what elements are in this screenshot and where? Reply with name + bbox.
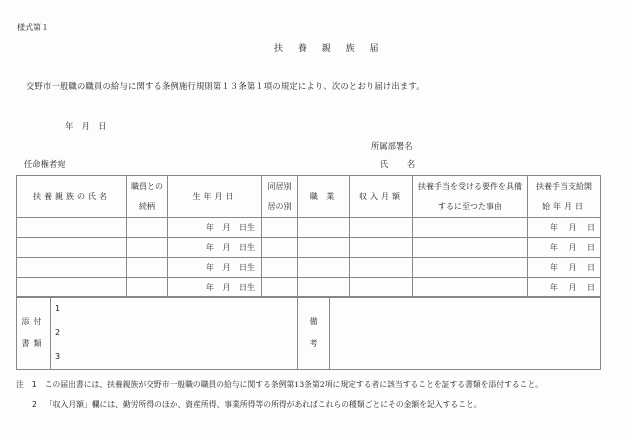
income-cell[interactable] <box>350 278 413 298</box>
note-number: 1 <box>31 380 37 389</box>
attachment-item[interactable]: 2 <box>55 328 61 337</box>
start-date-cell[interactable]: 年 月 日 <box>528 218 601 238</box>
cohabitation-cell[interactable] <box>262 218 298 238</box>
remarks-field[interactable] <box>330 297 601 370</box>
reason-cell[interactable] <box>413 238 528 258</box>
remarks-label: 備 考 <box>298 297 330 370</box>
header-dependent-name: 扶養親族の氏名 <box>17 176 127 218</box>
attachments-remarks-table <box>16 296 601 370</box>
document-title: 扶 養 親 族 届 <box>274 44 385 54</box>
reason-cell[interactable] <box>413 278 528 298</box>
addressee-label: 任命権者宛 <box>24 159 66 169</box>
birthdate-cell[interactable]: 年 月 日生 <box>168 238 262 258</box>
start-date-cell[interactable]: 年 月 日 <box>528 258 601 278</box>
note-text: 「収入月額」欄には、勤労所得のほか、資産所得、事業所得等の所得があればこれらの種類ごとにその金額を記入すること。 <box>44 400 482 409</box>
table-row <box>17 278 601 298</box>
department-label: 所属部署名 <box>371 141 413 151</box>
cohabitation-cell[interactable] <box>262 278 298 298</box>
note-text: この届出書には、扶養親族が交野市一般職の職員の給与に関する条例第13条第2項に規定する者に該当することを証する書類を添付すること。 <box>44 380 544 389</box>
relationship-cell[interactable] <box>127 218 168 238</box>
dependent-name-cell[interactable] <box>17 238 127 258</box>
note-prefix: 注 <box>16 380 24 389</box>
note-1 <box>16 379 543 390</box>
attachment-item[interactable]: 3 <box>55 352 61 361</box>
note-number: 2 <box>32 400 37 409</box>
header-monthly-income: 収入月額 <box>350 176 413 218</box>
start-date-cell[interactable]: 年 月 日 <box>528 278 601 298</box>
header-cohabitation: 同居別 居の別 <box>262 176 298 218</box>
income-cell[interactable] <box>350 258 413 278</box>
applicant-name-label: 氏 名 <box>380 159 424 169</box>
submission-date[interactable]: 年 月 日 <box>65 121 107 131</box>
income-cell[interactable] <box>350 218 413 238</box>
reason-cell[interactable] <box>413 218 528 238</box>
header-allowance-start: 扶養手当支給開 始年月日 <box>528 176 601 218</box>
dependent-name-cell[interactable] <box>17 278 127 298</box>
cohabitation-cell[interactable] <box>262 258 298 278</box>
birthdate-cell[interactable]: 年 月 日生 <box>168 278 262 298</box>
dependents-table <box>16 175 601 298</box>
occupation-cell[interactable] <box>298 218 350 238</box>
note-2 <box>32 399 482 410</box>
relationship-cell[interactable] <box>127 238 168 258</box>
header-relationship: 職員との 続柄 <box>127 176 168 218</box>
birthdate-cell[interactable]: 年 月 日生 <box>168 258 262 278</box>
attachment-item[interactable]: 1 <box>55 304 61 313</box>
reason-cell[interactable] <box>413 258 528 278</box>
table-row <box>17 218 601 238</box>
dependent-name-cell[interactable] <box>17 218 127 238</box>
birthdate-cell[interactable]: 年 月 日生 <box>168 218 262 238</box>
start-date-cell[interactable]: 年 月 日 <box>528 238 601 258</box>
dependent-name-cell[interactable] <box>17 258 127 278</box>
attachments-list[interactable] <box>51 297 298 370</box>
cohabitation-cell[interactable] <box>262 238 298 258</box>
occupation-cell[interactable] <box>298 278 350 298</box>
attachments-label: 添付 書類 <box>17 297 51 370</box>
relationship-cell[interactable] <box>127 258 168 278</box>
intro-text: 交野市一般職の職員の給与に関する条例施行規則第１３条第１項の規定により、次のとおり届け出ます。 <box>26 81 425 91</box>
table-header-row <box>17 176 601 218</box>
occupation-cell[interactable] <box>298 258 350 278</box>
table-row <box>17 258 601 278</box>
table-row <box>17 238 601 258</box>
header-birthdate: 生年月日 <box>168 176 262 218</box>
header-occupation: 職 業 <box>298 176 350 218</box>
income-cell[interactable] <box>350 238 413 258</box>
relationship-cell[interactable] <box>127 278 168 298</box>
form-number: 様式第１ <box>17 23 49 32</box>
header-eligibility-reason: 扶養手当を受ける要件を具備 するに至つた事由 <box>413 176 528 218</box>
occupation-cell[interactable] <box>298 238 350 258</box>
